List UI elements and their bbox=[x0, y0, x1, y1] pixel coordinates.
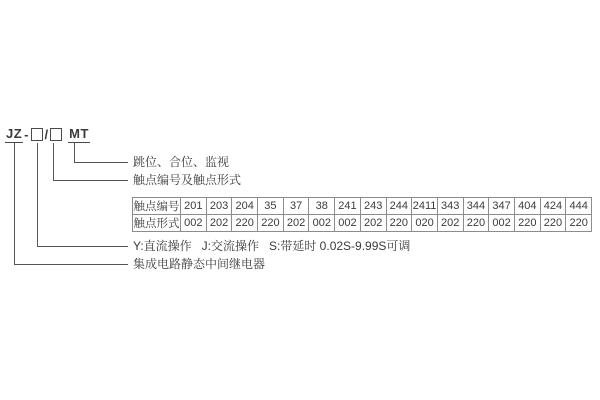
contact-form-cell: 220 bbox=[258, 215, 284, 232]
row-header-contact-form: 触点形式 bbox=[133, 215, 181, 232]
model-separator-slash: / bbox=[44, 126, 49, 142]
contact-form-cell: 220 bbox=[540, 215, 566, 232]
callout-operation-modes: Y:直流操作 J:交流操作 S:带延时 0.02S-9.99S可调 bbox=[133, 239, 411, 253]
contact-form-cell: 202 bbox=[206, 215, 232, 232]
contact-form-cell: 220 bbox=[566, 215, 592, 232]
connector-vline-contact-box bbox=[53, 143, 54, 180]
connector-hline-contact-box bbox=[53, 180, 128, 181]
contact-spec-table bbox=[132, 197, 592, 232]
contact-form-cell: 220 bbox=[463, 215, 489, 232]
connector-vline-mt bbox=[74, 143, 75, 162]
callout-contact-spec: 触点编号及触点形式 bbox=[133, 173, 242, 187]
model-designation bbox=[5, 127, 90, 143]
contact-number-cell: 244 bbox=[386, 198, 412, 215]
contact-number-row bbox=[133, 198, 592, 215]
contact-number-cell: 204 bbox=[232, 198, 258, 215]
contact-number-cell: 343 bbox=[437, 198, 463, 215]
connector-hline-prefix bbox=[14, 264, 128, 265]
contact-number-cell: 203 bbox=[206, 198, 232, 215]
model-suffix: MT bbox=[69, 126, 89, 141]
contact-form-cell: 220 bbox=[514, 215, 540, 232]
contact-number-cell: 241 bbox=[335, 198, 361, 215]
model-prefix: JZ bbox=[6, 126, 23, 141]
connector-vline-operation-box bbox=[37, 143, 38, 246]
connector-vline-prefix bbox=[14, 143, 15, 264]
callout-product-name: 集成电路静态中间继电器 bbox=[133, 257, 266, 271]
contact-form-cell: 020 bbox=[412, 215, 438, 232]
contact-number-cell: 404 bbox=[514, 198, 540, 215]
contact-form-cell: 202 bbox=[437, 215, 463, 232]
contact-number-cell: 2411 bbox=[412, 198, 438, 215]
callout-mt-meaning: 跳位、合位、监视 bbox=[133, 155, 230, 169]
model-placeholder-box-contact bbox=[50, 128, 62, 141]
contact-number-cell: 424 bbox=[540, 198, 566, 215]
contact-number-cell: 35 bbox=[258, 198, 284, 215]
contact-form-cell: 220 bbox=[386, 215, 412, 232]
contact-form-cell: 002 bbox=[489, 215, 515, 232]
contact-number-cell: 444 bbox=[566, 198, 592, 215]
model-placeholder-box-operation bbox=[31, 128, 43, 141]
contact-form-row bbox=[133, 215, 592, 232]
contact-form-cell: 202 bbox=[360, 215, 386, 232]
connector-hline-mt bbox=[74, 162, 128, 163]
contact-number-cell: 201 bbox=[181, 198, 207, 215]
contact-number-cell: 37 bbox=[283, 198, 309, 215]
connector-hline-operation-box bbox=[37, 246, 128, 247]
contact-number-cell: 344 bbox=[463, 198, 489, 215]
contact-form-cell: 002 bbox=[335, 215, 361, 232]
model-hyphen: - bbox=[24, 126, 29, 142]
contact-form-cell: 002 bbox=[309, 215, 335, 232]
contact-form-cell: 002 bbox=[181, 215, 207, 232]
contact-form-cell: 202 bbox=[283, 215, 309, 232]
contact-form-cell: 220 bbox=[232, 215, 258, 232]
row-header-contact-number: 触点编号 bbox=[133, 198, 181, 215]
contact-number-cell: 243 bbox=[360, 198, 386, 215]
contact-number-cell: 38 bbox=[309, 198, 335, 215]
contact-number-cell: 347 bbox=[489, 198, 515, 215]
